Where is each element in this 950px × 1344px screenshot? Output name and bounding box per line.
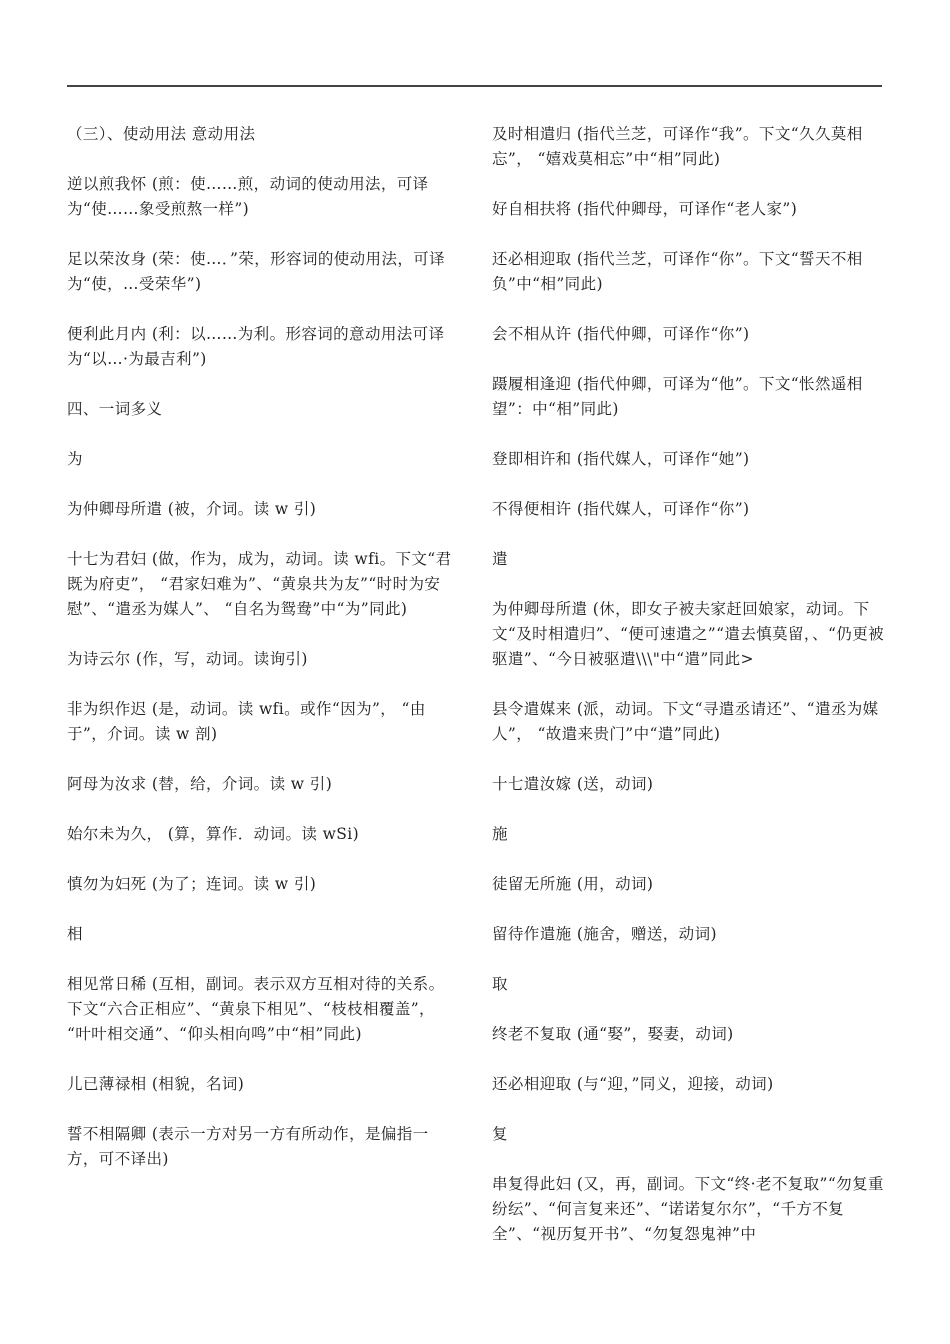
paragraph: 足以荣汝身 (荣：使…．”荣，形容词的使动用法，可译为“使，…受荣华”) bbox=[67, 250, 446, 293]
paragraph: 登即相许和 (指代媒人，可译作“她”) bbox=[492, 450, 750, 468]
paragraph: 便利此月内 (利：以……为利。形容词的意动用法可译为“以…·为最吉利”) bbox=[67, 325, 445, 368]
paragraph: 蹑履相逢迎 (指代仲卿，可译为“他”。下文“怅然遥相望”：中“相”同此) bbox=[492, 375, 863, 418]
paragraph: 始尔未为久， (算，算作．动词。读 wSi) bbox=[67, 825, 360, 843]
paragraph: 十七为君妇 (做，作为，成为，动词。读 wfi。下文“君既为府吏”， “君家妇难为”、“黄泉共为友”“时时为安慰”、“遣丞为媒人”、 “自名为鸳鸯”中“为”同此) bbox=[67, 550, 452, 618]
term-heading: 施 bbox=[492, 825, 508, 843]
paragraph: 为仲卿母所遣 (被，介词。读 w 引) bbox=[67, 500, 317, 518]
paragraph: 会不相从许 (指代仲卿，可译作“你”) bbox=[492, 325, 750, 343]
term-heading: 为 bbox=[67, 450, 83, 468]
paragraph: 徒留无所施 (用，动词) bbox=[492, 875, 654, 893]
paragraph: 阿母为汝求 (替，给，介词。读 w 引) bbox=[67, 775, 333, 793]
paragraph: 非为织作迟 (是，动词。读 wfi。或作“因为”， “由于”，介词。读 w 剖) bbox=[67, 700, 426, 743]
paragraph: 儿已薄禄相 (相貌，名词) bbox=[67, 1075, 245, 1093]
paragraph: 誓不相隔卿 (表示一方对另一方有所动作，是偏指一方，可不译出) bbox=[67, 1125, 429, 1168]
paragraph: 逆以煎我怀 (煎：使……煎，动词的使动用法，可译为“使……象受煎熬一样”) bbox=[67, 175, 429, 218]
paragraph: 串复得此妇 (又，再，副词。下文“终·老不复取”“勿复重纷纭”、“何言复来还”、“诺诺复尔尔”，“千方不复全”、“视历复开书”、“勿复怨鬼神”中 bbox=[492, 1175, 884, 1243]
paragraph: （三）、使动用法 意动用法 bbox=[67, 125, 256, 143]
paragraph: 还必相迎取 (与“迎，”同义，迎接，动词) bbox=[492, 1075, 774, 1093]
term-heading: 取 bbox=[492, 975, 508, 993]
paragraph: 为诗云尔 (作，写，动词。读询引) bbox=[67, 650, 308, 668]
paragraph: 十七遣汝嫁 (送，动词) bbox=[492, 775, 654, 793]
paragraph: 好自相扶将 (指代仲卿母，可译作“老人家”) bbox=[492, 200, 798, 218]
paragraph: 还必相迎取 (指代兰芝，可译作“你”。下文“誓天不相负”中“相”同此) bbox=[492, 250, 863, 293]
paragraph: 留待作遣施 (施舍，赠送，动词) bbox=[492, 925, 717, 943]
header-rule bbox=[67, 85, 882, 87]
left-column bbox=[67, 122, 459, 1197]
term-heading: 相 bbox=[67, 925, 83, 943]
right-column bbox=[492, 122, 884, 1272]
paragraph: 相见常日稀 (互相，副词。表示双方互相对待的关系。下文“六合正相应”、“黄泉下相见”、“枝枝相覆盖”， “叶叶相交通”、“仰头相向鸣”中“相”同此) bbox=[67, 975, 445, 1043]
paragraph: 县令遣媒来 (派，动词。下文“寻遣丞请还”、“遣丞为媒人”， “故遣来贵门”中“遣”同此) bbox=[492, 700, 879, 743]
paragraph: 慎勿为妇死 (为了；连词。读 w 引) bbox=[67, 875, 317, 893]
term-heading: 遣 bbox=[492, 550, 508, 568]
paragraph: 及时相遣归 (指代兰芝，可译作“我”。下文“久久莫相忘”， “嬉戏莫相忘”中“相”同此) bbox=[492, 125, 863, 168]
term-heading: 复 bbox=[492, 1125, 508, 1143]
paragraph: 终老不复取 (通“娶”，娶妻，动词) bbox=[492, 1025, 734, 1043]
paragraph: 为仲卿母所遣 (休，即女子被夫家赶回娘家，动词。下文“及时相遣归”、“便可速遣之”“遣去慎莫留，、“仍更被驱遣”、“今日被驱遣\\\"中“遣”同此> bbox=[492, 600, 884, 668]
section-heading: 四、一词多义 bbox=[67, 400, 163, 418]
paragraph: 不得便相许 (指代媒人，可译作“你”) bbox=[492, 500, 750, 518]
